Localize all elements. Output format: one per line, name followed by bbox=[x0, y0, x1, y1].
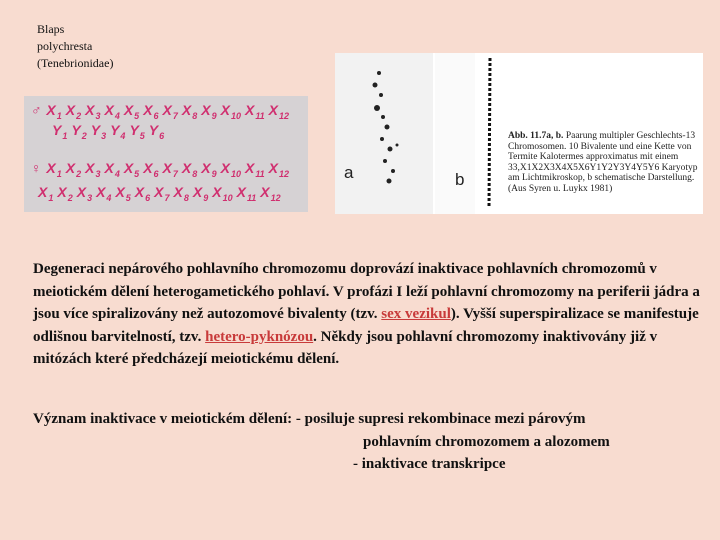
karyotype-male-row1 bbox=[30, 102, 293, 121]
species-genus: Blaps bbox=[37, 22, 65, 36]
chromosome-symbol: $X_2$ bbox=[65, 160, 82, 179]
species-label bbox=[37, 21, 157, 72]
chromosome-symbol: $X_3$ bbox=[85, 102, 101, 121]
species-family: (Tenebrionidae) bbox=[37, 56, 114, 70]
species-epithet: polychresta bbox=[37, 39, 93, 53]
paragraph-part1: Degeneraci nepárového pohlavního chromozomu doprovází inaktivace pohlavních chromozomů v meiotickém dělení heterogametického pohlaví. V profázi I leží pohlavní chromozomy na periferii jádra a jsou více spiralizovány než autozomové bivalenty (tzv. bbox=[33, 261, 700, 322]
chromosome-symbol: $X_1$ bbox=[46, 102, 62, 121]
paragraph-part3: . Někdy jsou pohlavní chromozomy inaktivovány již v mitózách které předcházejí meiotickému dělení. bbox=[33, 328, 658, 367]
karyotype-female-row2 bbox=[38, 184, 285, 203]
chromosome-symbol: $X_9$ bbox=[192, 184, 209, 203]
chromosome-symbol: $X_6$ bbox=[143, 102, 159, 121]
chromosome-micrograph bbox=[335, 53, 503, 214]
chromosome-symbol: $X_4$ bbox=[104, 102, 120, 121]
figure-caption-text: Paarung multipler Geschlechts-13 Chromosomen. 10 Bivalente und eine Kette von Termite Kalotermes approximatus mit einem 33,X1X2X3X4X5X6Y1Y2Y3Y4Y5Y6 Karyotyp am Lichtmikroskop, b schematische Darstellung. (Aus Syren u. Luykx 1981) bbox=[508, 131, 698, 194]
paragraph-part2: ). Vyšší superspiralizace se manifestuje odlišnou barvitelností, tzv. bbox=[33, 306, 699, 345]
figure-caption bbox=[508, 131, 698, 194]
male-sign-icon: ♂ bbox=[30, 102, 42, 118]
chromosome-symbol: $X_5$ bbox=[123, 102, 140, 121]
chromosome-symbol: $X_{10}$ bbox=[212, 184, 233, 203]
chromosome-symbol: $X_7$ bbox=[162, 160, 178, 179]
chromosome-symbol: $X_3$ bbox=[85, 160, 101, 179]
chromosome-symbol: $X_4$ bbox=[104, 160, 120, 179]
main-paragraph bbox=[33, 258, 713, 371]
chromosome-figure bbox=[335, 53, 703, 214]
chromosome-symbol: $X_1$ bbox=[46, 160, 62, 179]
chromosome-symbol: $X_7$ bbox=[162, 102, 178, 121]
chromosome-symbol: $X_3$ bbox=[76, 184, 93, 203]
chromosome-symbol: $Y_4$ bbox=[110, 122, 126, 141]
chromosome-symbol: $X_9$ bbox=[201, 160, 217, 179]
chromosome-symbol: $X_7$ bbox=[154, 184, 170, 203]
chromosome-symbol: $X_{12}$ bbox=[260, 184, 281, 203]
female-sign-icon: ♀ bbox=[30, 160, 42, 176]
chromosome-symbol: $X_9$ bbox=[201, 102, 217, 121]
figure-label-a: a bbox=[344, 163, 354, 182]
chromosome-symbol: $X_6$ bbox=[134, 184, 151, 203]
figure-caption-title: Abb. 11.7a, b. bbox=[508, 131, 564, 141]
karyotype-male-row2 bbox=[52, 122, 168, 141]
chromosome-symbol: $X_{10}$ bbox=[220, 160, 241, 179]
significance-line1: Význam inaktivace v meiotickém dělení: - posiluje supresi rekombinace mezi párovým bbox=[33, 411, 586, 427]
term-heteropyknoza: hetero-pyknózou bbox=[205, 328, 314, 345]
chromosome-symbol: $X_8$ bbox=[181, 102, 198, 121]
chromosome-symbol: $Y_5$ bbox=[129, 122, 145, 141]
term-sex-vezikul: sex vezikul bbox=[381, 306, 451, 322]
chromosome-symbol: $X_{12}$ bbox=[268, 102, 290, 121]
chromosome-symbol: $X_1$ bbox=[38, 184, 54, 203]
chromosome-symbol: $X_8$ bbox=[173, 184, 189, 203]
chromosome-symbol: $X_2$ bbox=[65, 102, 82, 121]
chromosome-symbol: $X_{10}$ bbox=[220, 102, 241, 121]
significance-line2: pohlavním chromozomem a alozomem bbox=[363, 433, 610, 450]
chromosome-symbol: $X_{11}$ bbox=[244, 160, 265, 179]
karyotype-image bbox=[24, 96, 308, 212]
chromosome-symbol: $X_4$ bbox=[96, 184, 112, 203]
chromosome-symbol: $Y_2$ bbox=[71, 122, 87, 141]
chromosome-symbol: $X_{12}$ bbox=[268, 160, 290, 179]
chromosome-symbol: $Y_6$ bbox=[148, 122, 165, 141]
chromosome-symbol: $Y_3$ bbox=[90, 122, 107, 141]
chromosome-symbol: $X_6$ bbox=[143, 160, 159, 179]
chromosome-symbol: $X_8$ bbox=[181, 160, 198, 179]
chromosome-symbol: $X_5$ bbox=[123, 160, 140, 179]
significance-block bbox=[33, 408, 713, 476]
significance-line3: - inaktivace transkripce bbox=[353, 456, 506, 472]
karyotype-female-row1 bbox=[30, 160, 293, 179]
chromosome-symbol: $X_5$ bbox=[115, 184, 131, 203]
chromosome-symbol: $X_{11}$ bbox=[236, 184, 257, 203]
figure-label-b: b bbox=[455, 170, 465, 189]
chromosome-symbol: $X_2$ bbox=[57, 184, 73, 203]
chromosome-symbol: $Y_1$ bbox=[52, 122, 68, 141]
chromosome-symbol: $X_{11}$ bbox=[244, 102, 265, 121]
